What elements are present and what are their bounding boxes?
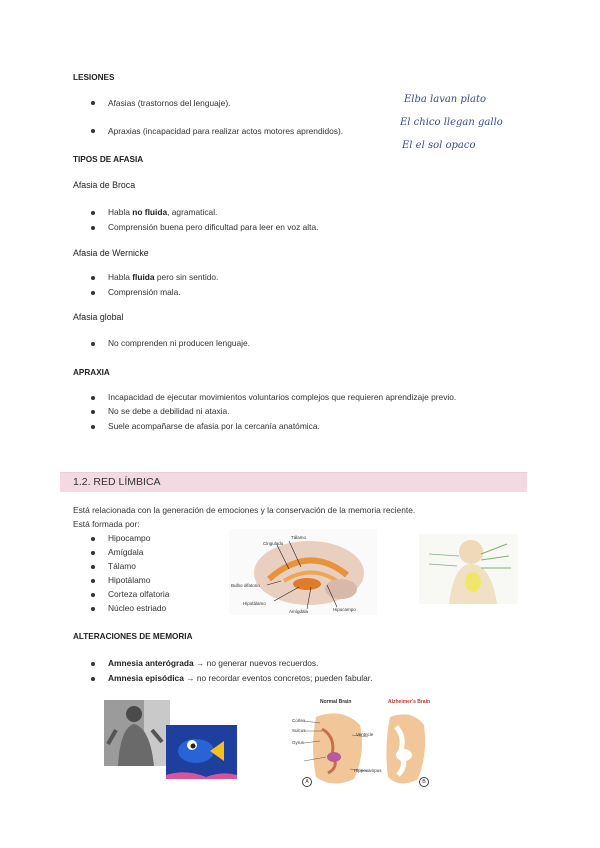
bullet-icon — [91, 101, 95, 105]
broca-title: Afasia de Broca — [73, 180, 136, 190]
wernicke-title: Afasia de Wernicke — [73, 248, 149, 258]
lesiones-item: Afasias (trastornos del lenguaje). — [108, 98, 231, 108]
bullet-icon — [91, 565, 95, 569]
diagram-label: Tálamo — [291, 535, 307, 540]
anatomy-sketch-image — [419, 534, 518, 604]
bullet-icon — [91, 662, 95, 666]
wernicke-item: Habla fluida pero sin sentido. — [108, 272, 219, 282]
apraxia-item: Incapacidad de ejecutar movimientos voluntarios complejos que requieren aprendizaje previo. — [108, 392, 457, 402]
apraxia-item: Suele acompañarse de afasia por la cercanía anatómica. — [108, 421, 320, 431]
comparison-label: Sulcus — [292, 728, 306, 733]
bullet-icon — [91, 593, 95, 597]
apraxia-item: No se debe a debilidad ni ataxia. — [108, 406, 230, 416]
apraxia-heading: APRAXIA — [73, 368, 110, 377]
section-title: 1.2. RED LÍMBICA — [73, 476, 161, 488]
lesiones-item: Apraxias (incapacidad para realizar actos motores aprendidos). — [108, 126, 344, 136]
section-formed-by: Está formada por: — [73, 519, 140, 529]
diagram-label: Amígdala — [289, 609, 309, 614]
bullet-icon — [91, 579, 95, 583]
lesiones-heading: LESIONES — [73, 73, 115, 82]
limbic-brain-diagram — [229, 529, 377, 615]
limbic-item: Corteza olfatoria — [108, 589, 170, 599]
alteraciones-heading: ALTERACIONES DE MEMORIA — [73, 632, 193, 641]
alteraciones-item: Amnesia episódica → no recordar eventos concretos; pueden fabular. — [108, 673, 373, 683]
limbic-item: Amígdala — [108, 547, 144, 557]
alteraciones-item: Amnesia anterógrada → no generar nuevos recuerdos. — [108, 658, 319, 668]
bullet-icon — [91, 677, 95, 681]
brain-comparison-figure — [292, 697, 437, 789]
limbic-item: Hipocampo — [108, 533, 151, 543]
limbic-item: Núcleo estriado — [108, 603, 167, 613]
tipos-heading: TIPOS DE AFASIA — [73, 155, 144, 164]
badge-b: B — [419, 777, 429, 787]
diagram-label: Bulbo olfatorio — [231, 583, 260, 588]
bullet-icon — [91, 607, 95, 611]
bullet-icon — [91, 211, 95, 215]
handwritten-note: Elba lavan plato — [404, 94, 487, 105]
limbic-item: Hipotálamo — [108, 575, 151, 585]
badge-a: A — [302, 777, 312, 787]
broca-item: Habla no fluida, agramatical. — [108, 207, 218, 217]
bullet-icon — [91, 396, 95, 400]
comparison-label: Cortex — [292, 718, 306, 723]
global-title: Afasia global — [73, 312, 124, 322]
bullet-icon — [91, 537, 95, 541]
handwritten-note: El el sol opaco — [402, 140, 476, 151]
wernicke-item: Comprensión mala. — [108, 287, 181, 297]
limbic-item: Tálamo — [108, 561, 136, 571]
global-item: No comprenden ni producen lenguaje. — [108, 338, 251, 348]
fish-cartoon-image — [166, 725, 237, 779]
handwritten-note: El chico llegan gallo — [400, 117, 503, 128]
broca-item: Comprensión buena pero dificultad para leer en voz alta. — [108, 222, 319, 232]
comparison-label: Ventricle — [356, 732, 374, 737]
man-photo — [104, 700, 170, 766]
section-intro: Está relacionada con la generación de emociones y la conservación de la memoria reciente. — [73, 505, 416, 515]
bullet-icon — [91, 291, 95, 295]
bullet-icon — [91, 276, 95, 280]
bullet-icon — [91, 129, 95, 133]
diagram-label: Hipotálamo — [243, 601, 266, 606]
bullet-icon — [91, 425, 95, 429]
comparison-label: Hippocampus — [354, 768, 382, 773]
bullet-icon — [91, 410, 95, 414]
bullet-icon — [91, 226, 95, 230]
alzheimer-brain-title: Alzheimer's Brain — [388, 699, 431, 705]
diagram-label: Hipocampo — [333, 607, 356, 612]
bullet-icon — [91, 551, 95, 555]
bullet-icon — [91, 342, 95, 346]
comparison-label: Gyrus — [292, 740, 305, 745]
diagram-label: Cingulado — [263, 541, 284, 546]
normal-brain-title: Normal Brain — [320, 699, 352, 705]
